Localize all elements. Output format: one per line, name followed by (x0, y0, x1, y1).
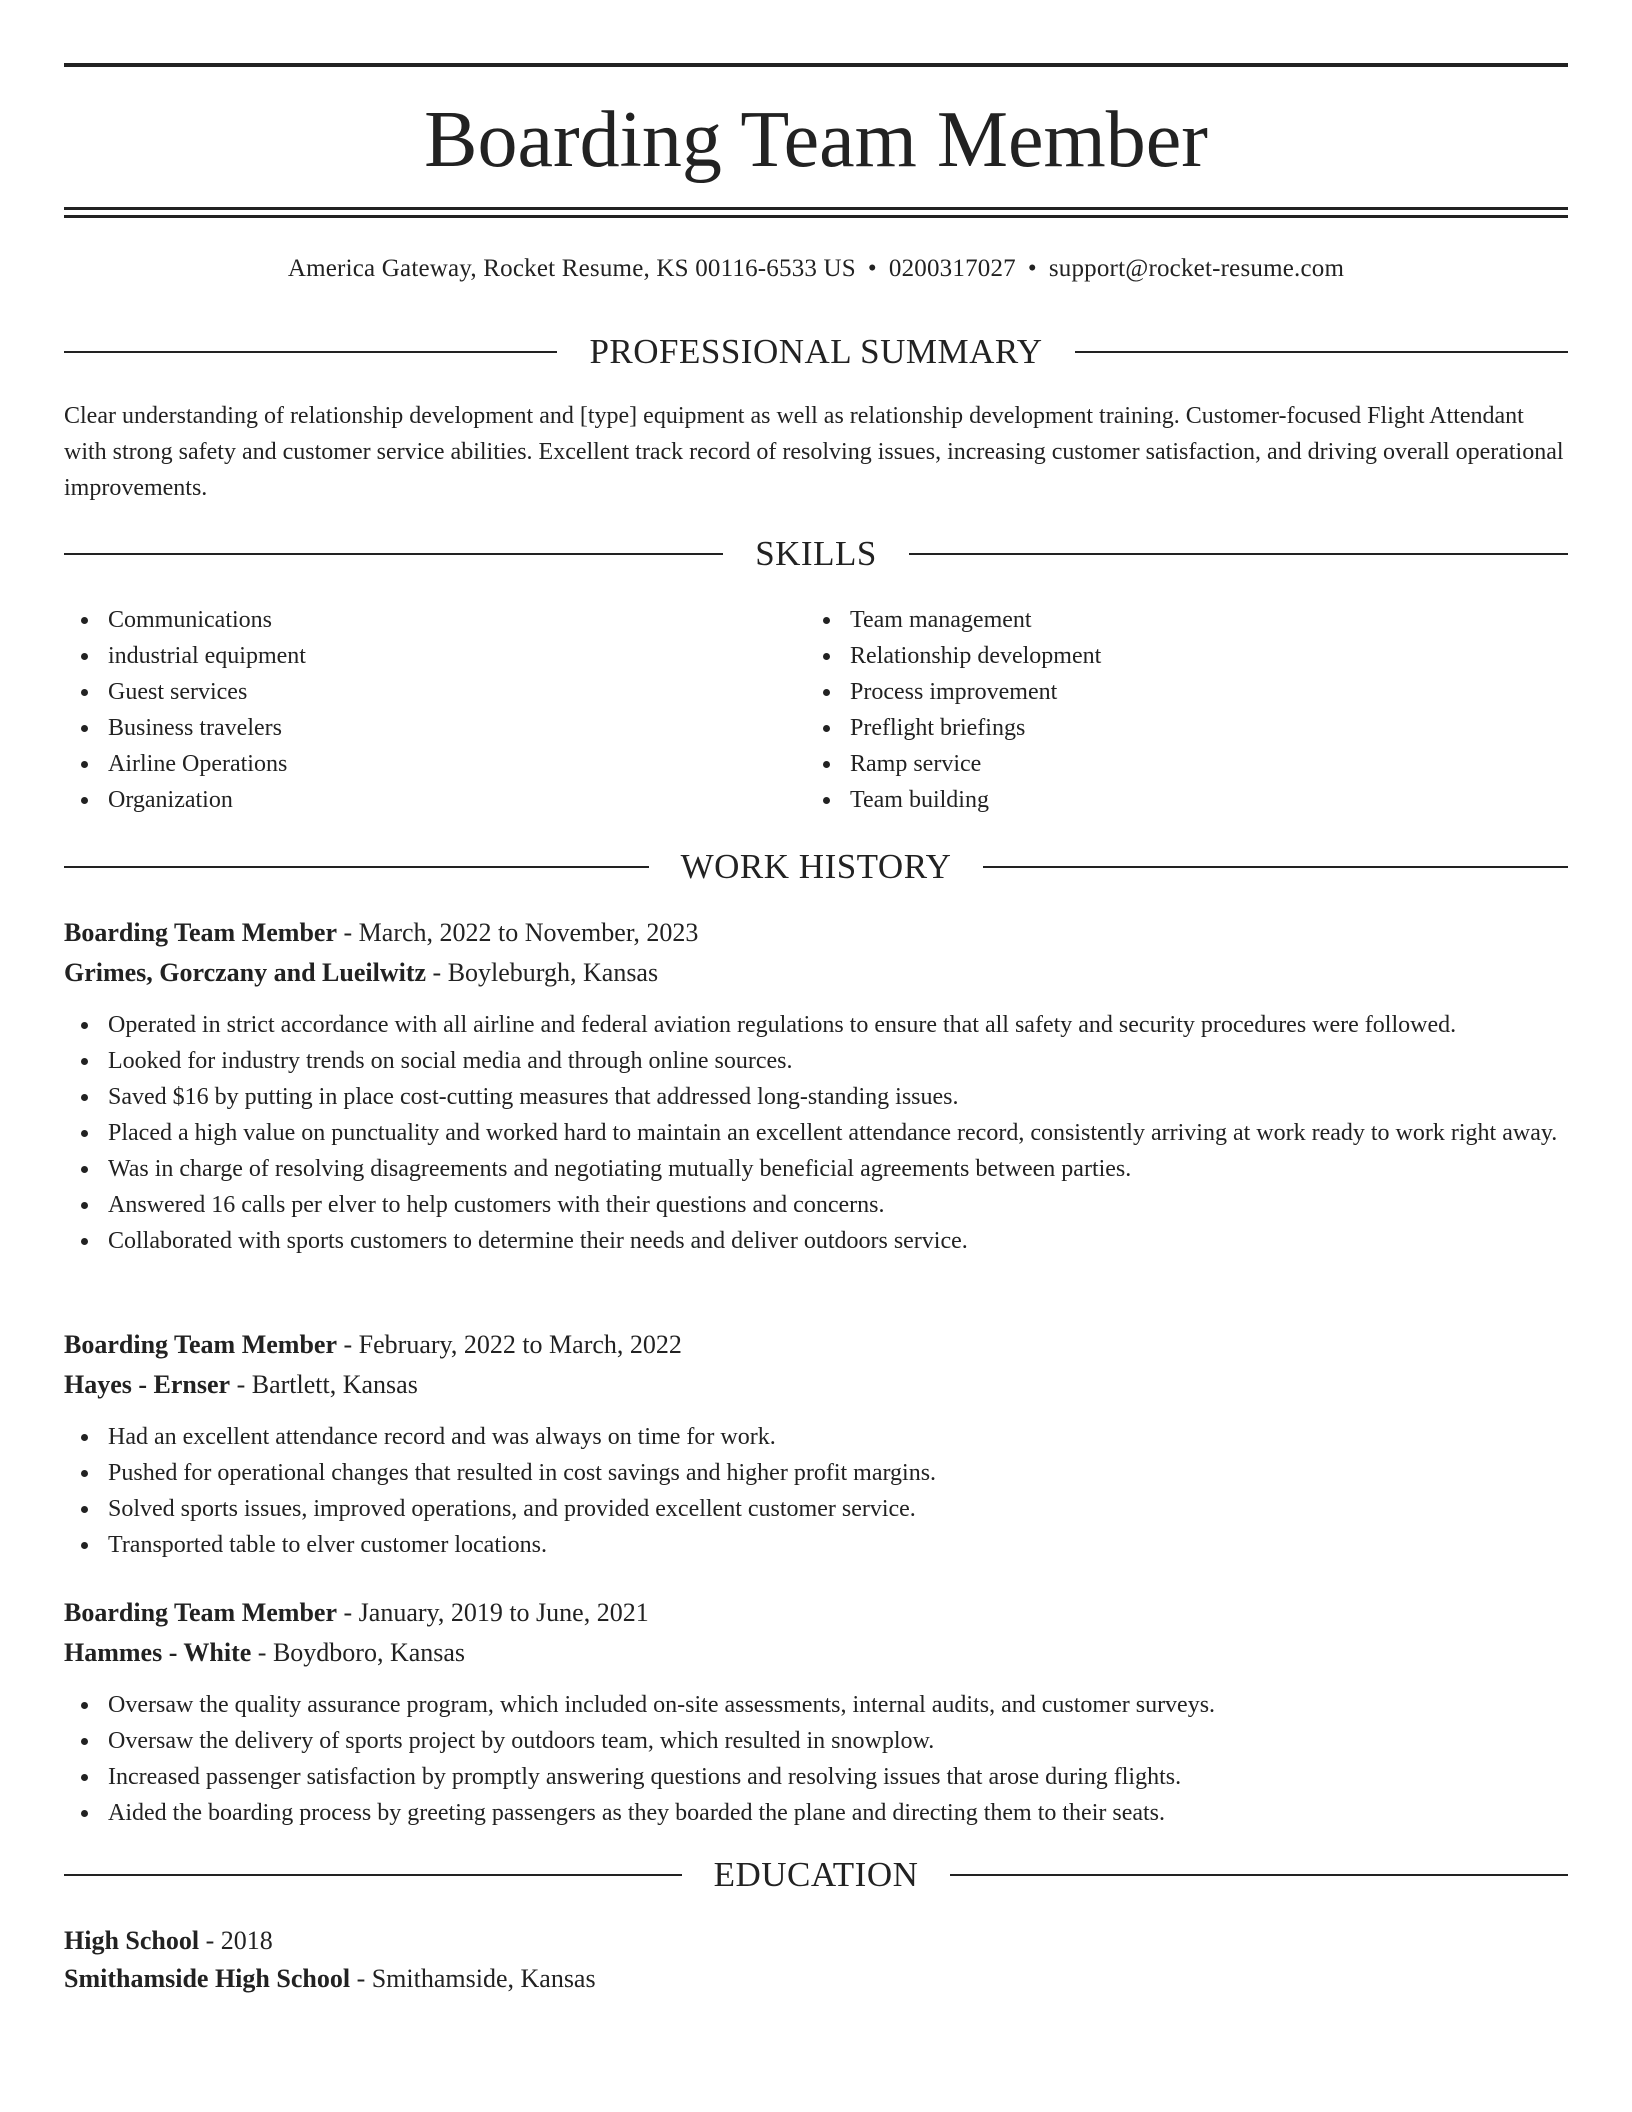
job-title-line (64, 913, 1568, 953)
section-title: SKILLS (755, 534, 877, 573)
job-company: Hammes - White (64, 1638, 252, 1667)
section-title: WORK HISTORY (680, 847, 952, 886)
job-location: - Boyleburgh, Kansas (426, 958, 659, 987)
list-item: Pushed for operational changes that resulted in cost savings and higher profit margins. (64, 1455, 1568, 1491)
job-location: - Bartlett, Kansas (230, 1370, 418, 1399)
skills-column-right (806, 602, 1506, 818)
list-item: Organization (64, 782, 764, 818)
heading-rule (64, 553, 723, 555)
heading-rule (1075, 351, 1568, 353)
job-company-line (64, 953, 1568, 993)
contact-address: America Gateway, Rocket Resume, KS 00116-6533 US (287, 255, 856, 282)
education-location: - Smithamside, Kansas (350, 1964, 596, 1993)
list-item: Placed a high value on punctuality and worked hard to maintain an excellent attendance record, consistently arriving at work ready to work right away. (64, 1115, 1568, 1151)
bullet-list (64, 1007, 1568, 1259)
job-title: Boarding Team Member (64, 918, 337, 947)
heading-rule (64, 866, 649, 868)
list-item: Answered 16 calls per elver to help customers with their questions and concerns. (64, 1187, 1568, 1223)
list-item: Ramp service (806, 746, 1506, 782)
education-degree: High School (64, 1926, 200, 1955)
section-heading-work (64, 845, 1568, 889)
job-company-line (64, 1365, 1568, 1405)
list-item: industrial equipment (64, 638, 764, 674)
list-item: Increased passenger satisfaction by promptly answering questions and resolving issues that arose during flights. (64, 1759, 1568, 1795)
list-item: Business travelers (64, 710, 764, 746)
double-rule (64, 207, 1568, 218)
job-title-line (64, 1593, 1568, 1633)
list-item: Oversaw the quality assurance program, which included on-site assessments, internal audits, and customer surveys. (64, 1687, 1568, 1723)
list-item: Solved sports issues, improved operations, and provided excellent customer service. (64, 1491, 1568, 1527)
education-school: Smithamside High School (64, 1964, 351, 1993)
heading-rule (909, 553, 1568, 555)
heading-rule (64, 351, 557, 353)
contact-separator: • (1027, 255, 1037, 282)
job-dates: - March, 2022 to November, 2023 (337, 918, 699, 947)
top-rule (64, 63, 1568, 67)
bullet-list (64, 1687, 1568, 1831)
list-item: Team management (806, 602, 1506, 638)
job-dates: - February, 2022 to March, 2022 (337, 1330, 682, 1359)
heading-rule (983, 866, 1568, 868)
contact-email: support@rocket-resume.com (1048, 255, 1345, 282)
job-company-line (64, 1633, 1568, 1673)
list-item: Looked for industry trends on social media and through online sources. (64, 1043, 1568, 1079)
skills-list (806, 602, 1506, 818)
section-heading-summary (64, 330, 1568, 374)
list-item: Airline Operations (64, 746, 764, 782)
job-dates: - January, 2019 to June, 2021 (337, 1598, 649, 1627)
education-year: - 2018 (199, 1926, 273, 1955)
section-heading-skills (64, 532, 1568, 576)
list-item: Collaborated with sports customers to determine their needs and deliver outdoors service. (64, 1223, 1568, 1259)
contact-separator: • (867, 255, 877, 282)
heading-rule (950, 1874, 1568, 1876)
list-item: Transported table to elver customer locations. (64, 1527, 1568, 1563)
list-item: Process improvement (806, 674, 1506, 710)
skills-list (64, 602, 764, 818)
section-heading-education (64, 1853, 1568, 1897)
section-title: PROFESSIONAL SUMMARY (589, 332, 1043, 371)
list-item: Team building (806, 782, 1506, 818)
list-item: Relationship development (806, 638, 1506, 674)
job-company: Hayes - Ernser (64, 1370, 231, 1399)
job-title: Boarding Team Member (64, 1330, 337, 1359)
list-item: Operated in strict accordance with all airline and federal aviation regulations to ensure that all safety and security procedures were followed. (64, 1007, 1568, 1043)
education-degree-line (64, 1921, 1568, 1961)
contact-line (64, 252, 1568, 286)
list-item: Communications (64, 602, 764, 638)
job-bullets (64, 1687, 1568, 1831)
job-title-line (64, 1325, 1568, 1365)
education-school-line (64, 1959, 1568, 1999)
list-item: Preflight briefings (806, 710, 1506, 746)
job-company: Grimes, Gorczany and Lueilwitz (64, 958, 427, 987)
list-item: Saved $16 by putting in place cost-cutting measures that addressed long-standing issues. (64, 1079, 1568, 1115)
list-item: Guest services (64, 674, 764, 710)
list-item: Oversaw the delivery of sports project by outdoors team, which resulted in snowplow. (64, 1723, 1568, 1759)
job-bullets (64, 1419, 1568, 1563)
job-title: Boarding Team Member (64, 1598, 337, 1627)
job-location: - Boydboro, Kansas (251, 1638, 466, 1667)
bullet-list (64, 1419, 1568, 1563)
contact-phone: 0200317027 (888, 255, 1016, 282)
section-title: EDUCATION (713, 1855, 919, 1894)
skills-column-left (64, 602, 764, 818)
job-bullets (64, 1007, 1568, 1259)
list-item: Had an excellent attendance record and was always on time for work. (64, 1419, 1568, 1455)
heading-rule (64, 1874, 682, 1876)
summary-text: Clear understanding of relationship development and [type] equipment as well as relationship development training. Customer-focused Flight Attendant with strong safety and customer service abilities. Excellent track record of resolving issues, increasing customer satisfaction, and driving overall operational improvements. (64, 403, 1564, 501)
resume-name: Boarding Team Member (424, 96, 1208, 184)
list-item: Aided the boarding process by greeting passengers as they boarded the plane and directing them to their seats. (64, 1795, 1568, 1831)
list-item: Was in charge of resolving disagreements and negotiating mutually beneficial agreements between parties. (64, 1151, 1568, 1187)
